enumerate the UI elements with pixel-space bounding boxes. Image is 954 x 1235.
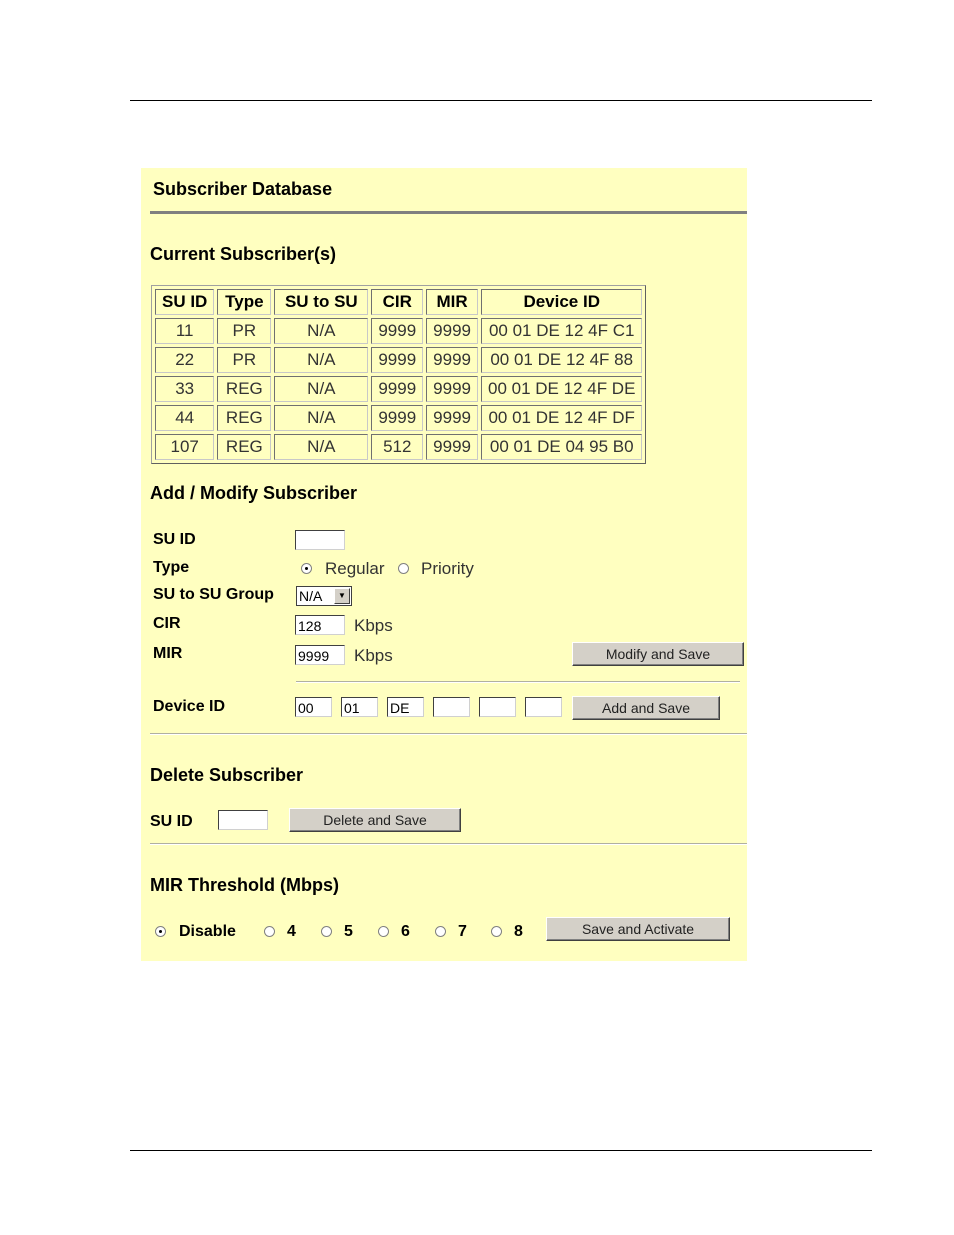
column-header: MIR <box>426 289 478 315</box>
delete-subscriber-heading: Delete Subscriber <box>150 765 304 785</box>
table-cell: 00 01 DE 12 4F DF <box>481 405 642 431</box>
mir-unit: Kbps <box>354 646 393 665</box>
device-octet-input[interactable] <box>433 697 470 717</box>
table-cell: 9999 <box>371 376 423 402</box>
type-priority-radio[interactable] <box>398 563 409 574</box>
table-cell: N/A <box>274 376 368 402</box>
table-cell: N/A <box>274 434 368 460</box>
column-header: Type <box>217 289 271 315</box>
table-cell: REG <box>217 434 271 460</box>
threshold-option-label: 7 <box>458 923 467 940</box>
su-id-input[interactable] <box>295 530 345 550</box>
threshold-4-radio[interactable] <box>264 926 275 937</box>
table-cell: 33 <box>155 376 214 402</box>
table-cell: 00 01 DE 12 4F DE <box>481 376 642 402</box>
table-cell: N/A <box>274 318 368 344</box>
column-header: SU to SU <box>274 289 368 315</box>
table-row <box>155 318 642 344</box>
threshold-5-radio[interactable] <box>321 926 332 937</box>
type-regular-label: Regular <box>325 559 385 578</box>
table-cell: REG <box>217 376 271 402</box>
device-octet-input[interactable]: 00 <box>295 697 332 717</box>
table-cell: PR <box>217 347 271 373</box>
threshold-option-label: 4 <box>287 923 296 940</box>
table-row <box>155 405 642 431</box>
table-cell: 9999 <box>426 434 478 460</box>
table-cell: 9999 <box>426 405 478 431</box>
su-group-label: SU to SU Group <box>153 586 274 603</box>
add-modify-heading: Add / Modify Subscriber <box>150 483 358 503</box>
threshold-8-radio[interactable] <box>491 926 502 937</box>
cir-unit: Kbps <box>354 616 393 635</box>
type-label: Type <box>153 559 190 576</box>
type-regular-radio[interactable] <box>301 563 312 574</box>
table-cell: 9999 <box>426 347 478 373</box>
table-header-row <box>155 289 642 315</box>
table-cell: 22 <box>155 347 214 373</box>
table-cell: REG <box>217 405 271 431</box>
column-header: CIR <box>371 289 423 315</box>
type-priority-label: Priority <box>421 559 474 578</box>
save-and-activate-button[interactable]: Save and Activate <box>546 917 730 941</box>
threshold-option-label: Disable <box>179 923 236 940</box>
threshold-option-label: 6 <box>401 923 410 940</box>
footer-rule <box>130 1150 872 1151</box>
su-id-label: SU ID <box>153 531 196 548</box>
add-section-divider <box>150 733 747 735</box>
table-cell: 9999 <box>426 318 478 344</box>
chevron-down-icon[interactable]: ▼ <box>334 588 350 604</box>
device-id-label: Device ID <box>153 698 226 715</box>
threshold-6-radio[interactable] <box>378 926 389 937</box>
device-octet-input[interactable] <box>479 697 516 717</box>
table-cell: 512 <box>371 434 423 460</box>
delete-and-save-button[interactable]: Delete and Save <box>289 808 461 832</box>
threshold-option-label: 8 <box>514 923 523 940</box>
table-cell: N/A <box>274 405 368 431</box>
mir-input[interactable]: 9999 <box>295 645 345 665</box>
table-cell: 44 <box>155 405 214 431</box>
add-and-save-button[interactable]: Add and Save <box>572 696 720 720</box>
current-subscribers-heading: Current Subscriber(s) <box>150 244 337 264</box>
table-cell: 11 <box>155 318 214 344</box>
subscriber-database-panel <box>141 168 747 961</box>
cir-label: CIR <box>153 615 181 632</box>
threshold-disable-radio[interactable] <box>155 926 166 937</box>
su-group-select[interactable] <box>296 586 352 606</box>
device-octet-input[interactable]: 01 <box>341 697 378 717</box>
mir-threshold-heading: MIR Threshold (Mbps) <box>150 875 339 895</box>
delete-su-id-input[interactable] <box>218 810 268 830</box>
cir-input[interactable]: 128 <box>295 615 345 635</box>
table-cell: N/A <box>274 347 368 373</box>
threshold-7-radio[interactable] <box>435 926 446 937</box>
device-octet-input[interactable] <box>525 697 562 717</box>
table-cell: 9999 <box>371 347 423 373</box>
table-row <box>155 376 642 402</box>
table-cell: 00 01 DE 12 4F C1 <box>481 318 642 344</box>
su-group-value: N/A <box>299 588 323 604</box>
header-rule <box>130 100 872 101</box>
delete-section-divider <box>150 843 747 845</box>
mir-label: MIR <box>153 645 183 662</box>
table-cell: 9999 <box>371 318 423 344</box>
table-cell: 00 01 DE 04 95 B0 <box>481 434 642 460</box>
delete-su-id-label: SU ID <box>150 813 193 830</box>
table-cell: 9999 <box>426 376 478 402</box>
table-cell: 107 <box>155 434 214 460</box>
title-divider <box>150 211 747 214</box>
device-octet-input[interactable]: DE <box>387 697 424 717</box>
table-cell: 9999 <box>371 405 423 431</box>
column-header: SU ID <box>155 289 214 315</box>
threshold-option-label: 5 <box>344 923 353 940</box>
modify-and-save-button[interactable]: Modify and Save <box>572 642 744 666</box>
page-title: Subscriber Database <box>153 179 333 199</box>
table-row <box>155 434 642 460</box>
column-header: Device ID <box>481 289 642 315</box>
table-cell: 00 01 DE 12 4F 88 <box>481 347 642 373</box>
table-row <box>155 347 642 373</box>
device-divider <box>296 681 740 683</box>
subscribers-table <box>151 285 646 464</box>
table-cell: PR <box>217 318 271 344</box>
